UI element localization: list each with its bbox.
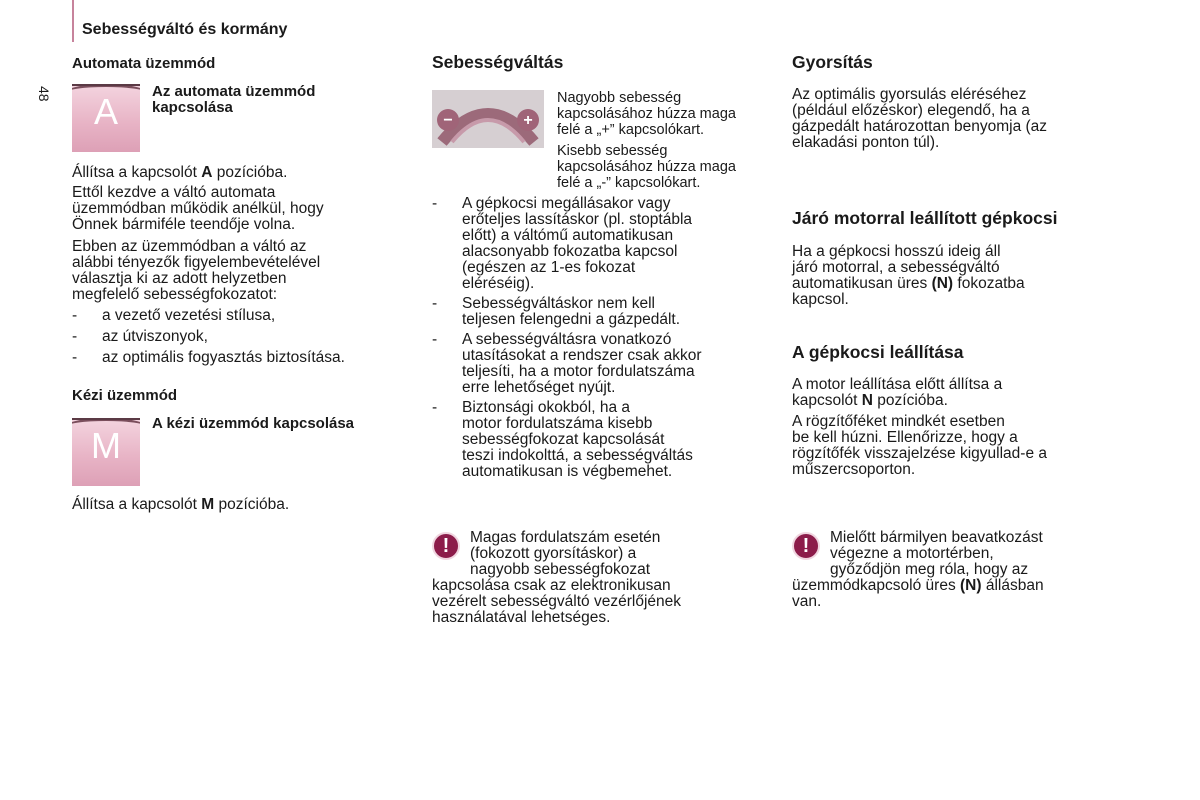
engine-warning-text-bottom: üzemmódkapcsoló üres (N) állásban van.: [792, 577, 1044, 610]
list-item: - Biztonsági okokból, ha a motor fordulatszáma kisebb sebességfokozat kapcsolását teszi indokolttá, a sebességváltás automatikusan is végbemehet.: [432, 399, 693, 480]
list-item: - Sebességváltáskor nem kell teljesen felengedni a gázpedált.: [432, 295, 681, 328]
auto-mode-description: Ettől kezdve a váltó automata üzemmódban működik anélkül, hogy Önnek bármiféle teendője volna.: [72, 184, 324, 233]
list-item: - a vezető vezetési stílusa,: [72, 307, 276, 324]
manual-mode-subheading: A kézi üzemmód kapcsolása: [152, 415, 355, 432]
list-item: - A sebességváltásra vonatkozó utasításokat a rendszer csak akkor teljesíti, ha a motor fordulatszáma erre lehetőséget nyújt.: [432, 331, 702, 396]
auto-mode-subheading-line2: kapcsolása: [152, 99, 233, 116]
vehicle-stop-heading: A gépkocsi leállítása: [792, 342, 964, 362]
gear-selector-m-icon: [72, 418, 140, 486]
shift-down-text: Kisebb sebesség kapcsolásához húzza maga felé a „-” kapcsolókart.: [557, 143, 736, 191]
gear-shift-heading: Sebességváltás: [432, 52, 564, 72]
page-number: 48: [36, 86, 52, 102]
factors-list: [72, 308, 412, 366]
acceleration-text: Az optimális gyorsulás eléréséhez (például előzéskor) elegendő, ha a gázpedált határozottan benyomja (az elakadási ponton túl).: [792, 86, 1048, 151]
auto-mode-subheading-line1: Az automata üzemmód: [152, 83, 316, 100]
manual-mode-instruction: Állítsa a kapcsolót M pozícióba.: [72, 496, 290, 513]
list-item: - az útviszonyok,: [72, 328, 208, 345]
gear-letter-m: M: [91, 425, 121, 466]
warning-icon: !: [792, 532, 820, 560]
manual-mode-heading: Kézi üzemmód: [72, 387, 178, 404]
idle-stop-text: Ha a gépkocsi hosszú ideig áll járó motorral, a sebességváltó automatikusan üres (N) fokozatba kapcsol.: [792, 243, 1025, 308]
parking-brake-text: A rögzítőféket mindkét esetben be kell húzni. Ellenőrizze, hogy a rögzítőfék visszajelzése kigyullad-e a műszercsoporton.: [792, 413, 1048, 478]
page-section-title: Sebességváltó és kormány: [82, 21, 288, 38]
list-item: - A gépkocsi megállásakor vagy erőteljes lassításkor (pl. stoptábla előtt) a váltómű automatikusan alacsonyabb fokozatba kapcsol (egészen az 1-es fokozat eléréséig).: [432, 195, 693, 292]
header-accent-line: [72, 0, 74, 42]
shift-up-text: Nagyobb sebesség kapcsolásához húzza maga felé a „+” kapcsolókart.: [557, 90, 736, 138]
auto-mode-instruction: Állítsa a kapcsolót A pozícióba.: [72, 164, 288, 181]
svg-text:+: +: [523, 112, 533, 129]
engine-warning-text-top: Mielőtt bármilyen beavatkozást végezne a motortérben, győződjön meg róla, hogy az: [830, 529, 1043, 578]
warning-text-bottom: kapcsolása csak az elektronikusan vezérelt sebességváltó vezérlőjének használatával lehetséges.: [432, 577, 681, 626]
steering-wheel-paddles-icon: [432, 90, 544, 148]
svg-text:−: −: [443, 112, 453, 129]
idle-stop-heading: Járó motorral leállított gépkocsi: [792, 208, 1058, 228]
steering-paddle-image: [432, 90, 544, 148]
acceleration-heading: Gyorsítás: [792, 52, 873, 72]
gear-selector-a-icon: [72, 84, 140, 152]
list-item: - az optimális fogyasztás biztosítása.: [72, 349, 345, 366]
warning-icon: !: [432, 532, 460, 560]
gear-letter-a: A: [93, 91, 118, 132]
auto-mode-heading: Automata üzemmód: [72, 55, 216, 72]
auto-mode-factors-intro: Ebben az üzemmódban a váltó az alábbi tényezők figyelembevételével választja ki az adott helyzetben megfelelő sebességfokozatot:: [72, 238, 321, 303]
shift-notes-list: [432, 196, 772, 480]
warning-text-top: Magas fordulatszám esetén (fokozott gyorsításkor) a nagyobb sebességfokozat: [470, 529, 661, 578]
vehicle-stop-text: A motor leállítása előtt állítsa a kapcsolót N pozícióba.: [792, 376, 1003, 409]
